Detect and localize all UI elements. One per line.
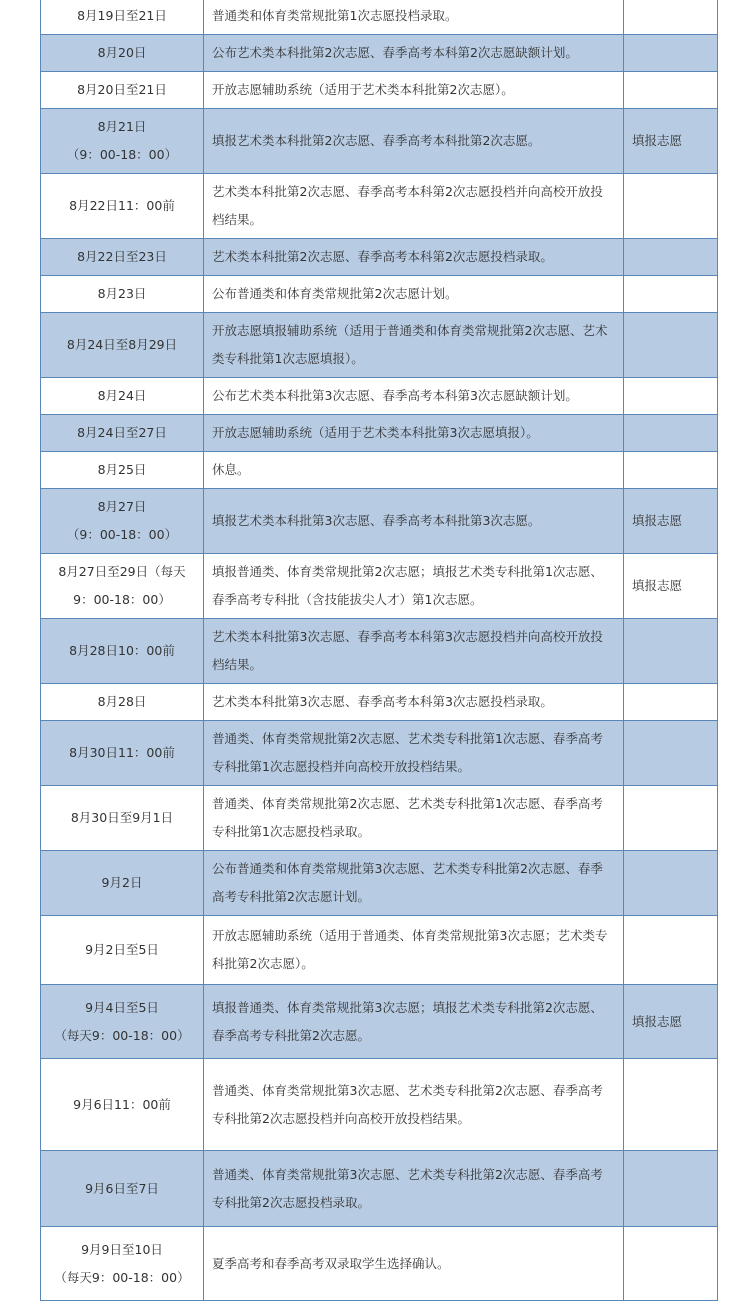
content-cell: 普通类、体育类常规批第3次志愿、艺术类专科批第2次志愿、春季高考专科批第2次志愿投档并向高校开放投档结果。 xyxy=(204,1059,624,1151)
note-cell xyxy=(624,313,718,378)
date-cell xyxy=(41,452,204,489)
schedule-row xyxy=(41,619,718,684)
date-line: 9月2日至5日 xyxy=(85,942,159,957)
schedule-row xyxy=(41,985,718,1059)
date-line: 9月6日11：00前 xyxy=(73,1096,171,1112)
date-cell xyxy=(41,0,204,35)
date-line: 9：00-18：00） xyxy=(73,592,171,607)
content-cell: 公布普通类和体育类常规批第3次志愿、艺术类专科批第2次志愿、春季高考专科批第2次志愿计划。 xyxy=(204,851,624,916)
content-cell: 夏季高考和春季高考双录取学生选择确认。 xyxy=(204,1227,624,1301)
content-cell: 开放志愿辅助系统（适用于艺术类本科批第2次志愿）。 xyxy=(204,72,624,109)
content-cell: 普通类和体育类常规批第1次志愿投档录取。 xyxy=(204,0,624,35)
date-line: 9月6日至7日 xyxy=(85,1180,159,1196)
date-cell xyxy=(41,239,204,276)
schedule-row xyxy=(41,684,718,721)
date-line: 8月21日 xyxy=(97,119,147,134)
date-line: 8月30日至9月1日 xyxy=(70,810,174,825)
schedule-row xyxy=(41,0,718,35)
schedule-row xyxy=(41,415,718,452)
date-cell xyxy=(41,109,204,174)
note-cell xyxy=(624,1151,718,1227)
content-cell: 填报普通类、体育类常规批第2次志愿；填报艺术类专科批第1次志愿、春季高考专科批（含技能拔尖人才）第1次志愿。 xyxy=(204,554,624,619)
schedule-row xyxy=(41,489,718,554)
date-cell xyxy=(41,684,204,721)
date-line: 8月30日11：00前 xyxy=(69,745,175,760)
date-line: 8月19日至21日 xyxy=(77,7,167,23)
note-cell xyxy=(624,174,718,239)
note-cell xyxy=(624,721,718,786)
date-line: 8月24日至27日 xyxy=(77,425,167,440)
admission-schedule-table xyxy=(40,0,718,1301)
date-line: 8月25日 xyxy=(97,462,147,477)
date-line: 8月24日 xyxy=(97,388,147,403)
date-line: （每天9：00-18：00） xyxy=(54,1027,190,1043)
schedule-row xyxy=(41,239,718,276)
schedule-row xyxy=(41,916,718,985)
content-cell: 艺术类本科批第2次志愿、春季高考本科第2次志愿投档并向高校开放投档结果。 xyxy=(204,174,624,239)
content-cell: 公布普通类和体育类常规批第2次志愿计划。 xyxy=(204,276,624,313)
schedule-row xyxy=(41,35,718,72)
date-cell xyxy=(41,378,204,415)
date-cell xyxy=(41,721,204,786)
date-cell xyxy=(41,174,204,239)
content-cell: 艺术类本科批第3次志愿、春季高考本科第3次志愿投档录取。 xyxy=(204,684,624,721)
note-cell xyxy=(624,452,718,489)
content-cell: 普通类、体育类常规批第2次志愿、艺术类专科批第1次志愿、春季高考专科批第1次志愿投档并向高校开放投档结果。 xyxy=(204,721,624,786)
date-line: （9：00-18：00） xyxy=(66,147,178,162)
content-cell: 艺术类本科批第2次志愿、春季高考本科第2次志愿投档录取。 xyxy=(204,239,624,276)
content-cell: 艺术类本科批第3次志愿、春季高考本科第3次志愿投档并向高校开放投档结果。 xyxy=(204,619,624,684)
content-cell: 公布艺术类本科批第2次志愿、春季高考本科第2次志愿缺额计划。 xyxy=(204,35,624,72)
note-cell xyxy=(624,786,718,851)
schedule-row xyxy=(41,1227,718,1301)
schedule-row xyxy=(41,72,718,109)
note-cell xyxy=(624,276,718,313)
schedule-row xyxy=(41,1059,718,1151)
date-cell xyxy=(41,916,204,985)
date-cell xyxy=(41,1059,204,1151)
content-cell: 填报艺术类本科批第2次志愿、春季高考本科批第2次志愿。 xyxy=(204,109,624,174)
date-cell xyxy=(41,313,204,378)
schedule-body xyxy=(41,0,718,1301)
date-line: 9月2日 xyxy=(101,875,143,890)
date-line: 9月4日至5日 xyxy=(85,999,159,1015)
date-cell xyxy=(41,851,204,916)
note-cell xyxy=(624,35,718,72)
note-cell: 填报志愿 xyxy=(624,554,718,619)
date-line: （9：00-18：00） xyxy=(66,527,178,542)
date-line: 8月28日 xyxy=(97,694,147,709)
date-cell xyxy=(41,1151,204,1227)
content-cell: 普通类、体育类常规批第2次志愿、艺术类专科批第1次志愿、春季高考专科批第1次志愿投档录取。 xyxy=(204,786,624,851)
date-cell xyxy=(41,1227,204,1301)
date-line: 8月22日至23日 xyxy=(77,249,167,264)
schedule-row xyxy=(41,276,718,313)
date-cell xyxy=(41,786,204,851)
schedule-row xyxy=(41,721,718,786)
note-cell: 填报志愿 xyxy=(624,109,718,174)
date-line: 9月9日至10日 xyxy=(81,1241,163,1257)
note-cell xyxy=(624,916,718,985)
date-cell xyxy=(41,619,204,684)
note-cell xyxy=(624,1227,718,1301)
content-cell: 公布艺术类本科批第3次志愿、春季高考本科第3次志愿缺额计划。 xyxy=(204,378,624,415)
date-cell xyxy=(41,276,204,313)
note-cell xyxy=(624,619,718,684)
schedule-row xyxy=(41,378,718,415)
schedule-row xyxy=(41,786,718,851)
note-cell xyxy=(624,851,718,916)
date-cell xyxy=(41,554,204,619)
date-line: 8月22日11：00前 xyxy=(69,198,175,213)
note-cell xyxy=(624,72,718,109)
note-cell xyxy=(624,0,718,35)
date-line: 8月20日至21日 xyxy=(77,82,167,97)
schedule-row xyxy=(41,452,718,489)
note-cell xyxy=(624,378,718,415)
date-cell xyxy=(41,415,204,452)
date-line: （每天9：00-18：00） xyxy=(54,1269,190,1285)
date-line: 8月24日至8月29日 xyxy=(66,337,178,352)
note-cell xyxy=(624,239,718,276)
note-cell: 填报志愿 xyxy=(624,985,718,1059)
date-cell xyxy=(41,72,204,109)
date-cell xyxy=(41,985,204,1059)
date-line: 8月28日10：00前 xyxy=(69,643,175,658)
content-cell: 开放志愿辅助系统（适用于普通类、体育类常规批第3次志愿；艺术类专科批第2次志愿）。 xyxy=(204,916,624,985)
date-line: 8月23日 xyxy=(97,286,147,301)
note-cell xyxy=(624,415,718,452)
schedule-row xyxy=(41,174,718,239)
content-cell: 填报普通类、体育类常规批第3次志愿；填报艺术类专科批第2次志愿、春季高考专科批第2次志愿。 xyxy=(204,985,624,1059)
date-line: 8月27日 xyxy=(97,499,147,514)
date-cell xyxy=(41,35,204,72)
date-line: 8月27日至29日（每天 xyxy=(58,564,186,579)
content-cell: 填报艺术类本科批第3次志愿、春季高考本科批第3次志愿。 xyxy=(204,489,624,554)
content-cell: 休息。 xyxy=(204,452,624,489)
schedule-row xyxy=(41,1151,718,1227)
note-cell xyxy=(624,684,718,721)
content-cell: 开放志愿辅助系统（适用于艺术类本科批第3次志愿填报）。 xyxy=(204,415,624,452)
content-cell: 开放志愿填报辅助系统（适用于普通类和体育类常规批第2次志愿、艺术类专科批第1次志愿填报）。 xyxy=(204,313,624,378)
content-cell: 普通类、体育类常规批第3次志愿、艺术类专科批第2次志愿、春季高考专科批第2次志愿投档录取。 xyxy=(204,1151,624,1227)
schedule-row xyxy=(41,851,718,916)
note-cell xyxy=(624,1059,718,1151)
schedule-row xyxy=(41,554,718,619)
schedule-row xyxy=(41,109,718,174)
date-cell xyxy=(41,489,204,554)
note-cell: 填报志愿 xyxy=(624,489,718,554)
date-line: 8月20日 xyxy=(97,45,147,60)
schedule-row xyxy=(41,313,718,378)
